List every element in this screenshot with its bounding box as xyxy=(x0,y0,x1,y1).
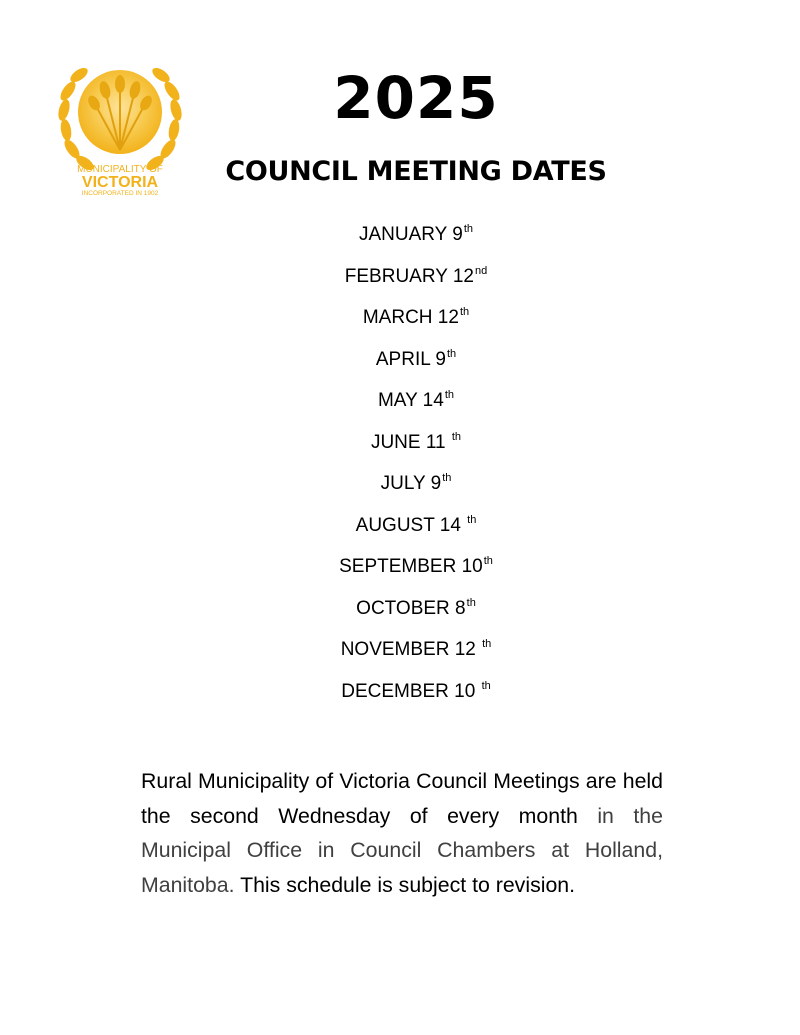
meeting-date-march: MARCH 12th xyxy=(362,306,470,328)
page-year: 2025 xyxy=(333,64,499,132)
logo-line-1: MUNICIPALITY OF xyxy=(77,164,163,175)
meeting-date-june: JUNE 11 $^{th}$ xyxy=(370,430,462,453)
page-title: COUNCIL MEETING DATES xyxy=(225,156,607,187)
logo-line-3: INCORPORATED IN 1902 xyxy=(81,190,159,197)
meeting-date-january: JANUARY 9th xyxy=(358,223,474,245)
meeting-date-september: SEPTEMBER 10th xyxy=(339,555,493,577)
meeting-date-february: FEBRUARY 12nd xyxy=(344,264,488,287)
meeting-dates-list xyxy=(0,214,800,712)
meeting-date-april: APRIL 9th xyxy=(375,347,457,370)
meeting-date-july: JULY 9th xyxy=(380,472,452,494)
meeting-date-october: OCTOBER 8th xyxy=(356,596,476,619)
notice-part-3: This schedule is subject to revision. xyxy=(234,872,576,897)
notice-part-2: in the Municipal Office in Council Chambers at Holland, Manitoba. xyxy=(141,803,663,897)
meeting-notice-paragraph xyxy=(141,764,663,902)
meeting-date-november: NOVEMBER 12 $^{th}$ xyxy=(340,638,492,660)
notice-part-1: Rural Municipality of Victoria Council Meetings are held the second Wednesday of every month xyxy=(141,769,663,828)
meeting-date-may: MAY 14th xyxy=(377,389,455,411)
meeting-date-december: DECEMBER 10 $^{th}$ xyxy=(341,679,491,702)
meeting-date-august: AUGUST 14 $^{th}$ xyxy=(355,513,477,536)
logo-line-2: VICTORIA xyxy=(81,174,159,191)
